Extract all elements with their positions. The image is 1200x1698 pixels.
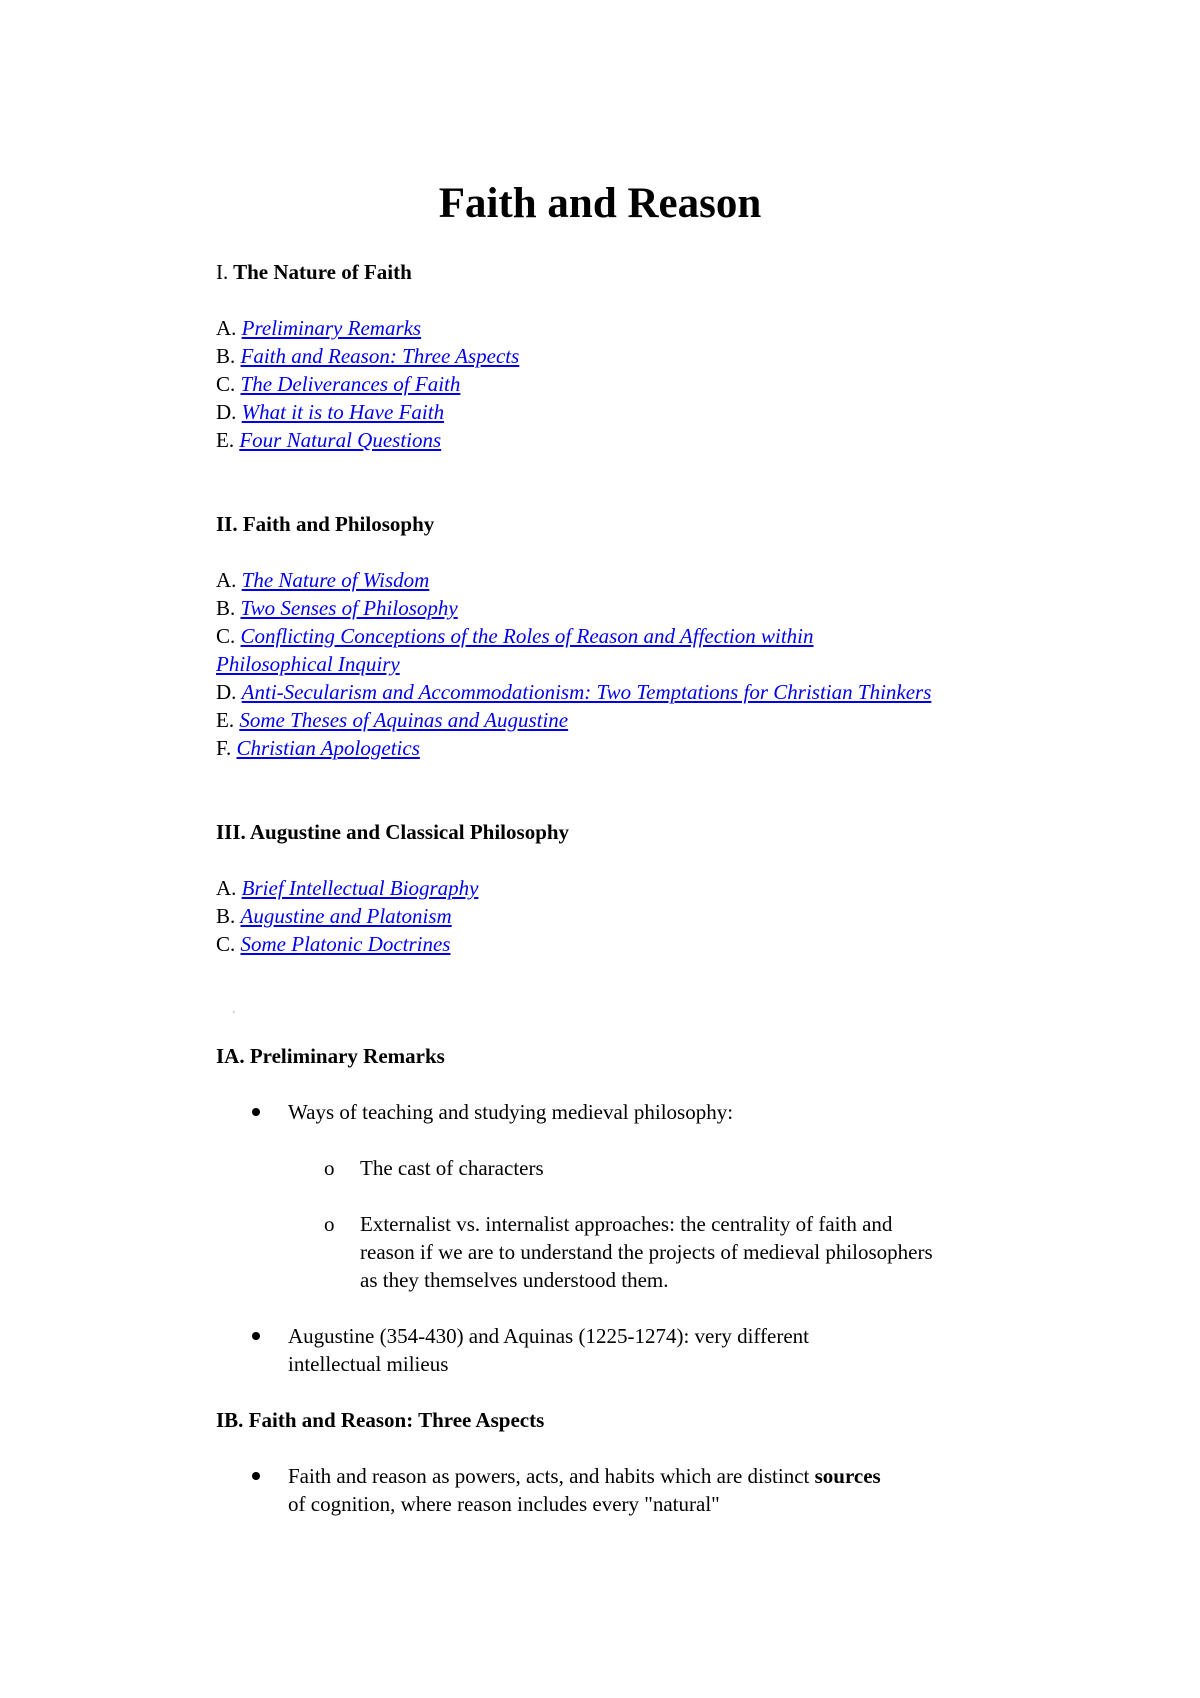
toc-entry: D. What it is to Have Faith	[216, 400, 445, 424]
toc-link[interactable]: Conflicting Conceptions of the Roles of Reason and Affection within Philosophical Inquiry	[216, 624, 814, 676]
list-item: Faith and reason as powers, acts, and habits which are distinct sources of cognition, where reason includes every "natural"	[216, 1462, 888, 1518]
toc-link[interactable]: Christian Apologetics	[236, 736, 420, 760]
bullet-list	[216, 1322, 976, 1378]
toc-entry: E. Some Theses of Aquinas and Augustine	[216, 708, 569, 732]
toc-entry: B. Two Senses of Philosophy	[216, 596, 458, 620]
toc-link[interactable]: The Nature of Wisdom	[241, 568, 430, 592]
toc-entry: B. Faith and Reason: Three Aspects	[216, 344, 520, 368]
toc-link[interactable]: Some Theses of Aquinas and Augustine	[239, 708, 569, 732]
toc	[216, 258, 976, 1518]
circle-bullet-icon: o	[324, 1212, 335, 1236]
list-item: Ways of teaching and studying medieval philosophy:	[216, 1098, 976, 1126]
list-item: o The cast of characters	[324, 1156, 544, 1180]
stray-mark: '	[233, 1010, 235, 1021]
toc-entry: A. Brief Intellectual Biography	[216, 876, 479, 900]
bullet-icon	[252, 1108, 260, 1116]
toc-link[interactable]: Some Platonic Doctrines	[240, 932, 451, 956]
toc-link[interactable]: What it is to Have Faith	[241, 400, 445, 424]
toc-link[interactable]: The Deliverances of Faith	[240, 372, 461, 396]
toc-link[interactable]: Preliminary Remarks	[241, 316, 422, 340]
toc-link[interactable]: Augustine and Platonism	[240, 904, 452, 928]
bullet-list	[216, 1098, 976, 1126]
subsection-heading: IB. Faith and Reason: Three Aspects	[216, 1408, 545, 1432]
toc-link[interactable]: Anti-Secularism and Accommodationism: Two Temptations for Christian Thinkers	[241, 680, 932, 704]
toc-link[interactable]: Four Natural Questions	[239, 428, 442, 452]
toc-link[interactable]: Faith and Reason: Three Aspects	[240, 344, 520, 368]
toc-entry: A. Preliminary Remarks	[216, 316, 422, 340]
toc-entry: C. The Deliverances of Faith	[216, 372, 461, 396]
page-title: Faith and Reason	[438, 180, 762, 227]
toc-entry: C. Some Platonic Doctrines	[216, 932, 451, 956]
toc-link[interactable]: Two Senses of Philosophy	[240, 596, 458, 620]
toc-entry: F. Christian Apologetics	[216, 736, 420, 760]
toc-entry: D. Anti-Secularism and Accommodationism: Two Temptations for Christian Thinkers	[216, 680, 932, 704]
section-heading: I. The Nature of Faith	[216, 260, 412, 284]
circle-bullet-icon: o	[324, 1156, 335, 1180]
section-heading: III. Augustine and Classical Philosophy	[216, 820, 570, 844]
toc-entry: B. Augustine and Platonism	[216, 904, 452, 928]
toc-entry: E. Four Natural Questions	[216, 428, 442, 452]
section-heading: II. Faith and Philosophy	[216, 512, 435, 536]
bullet-icon	[252, 1332, 260, 1340]
subsection-heading: IA. Preliminary Remarks	[216, 1044, 445, 1068]
bullet-list	[216, 1462, 976, 1518]
list-item: Augustine (354-430) and Aquinas (1225-1274): very different intellectual milieus	[216, 1322, 848, 1378]
toc-entry: A. The Nature of Wisdom	[216, 568, 430, 592]
bullet-icon	[252, 1472, 260, 1480]
toc-entry: C. Conflicting Conceptions of the Roles of Reason and Affection within Philosophical Inquiry	[216, 624, 814, 676]
list-item: o Externalist vs. internalist approaches: the centrality of faith and reason if we are to understand the projects of medieval philosophers as they themselves understood them.	[324, 1212, 933, 1292]
toc-link[interactable]: Brief Intellectual Biography	[241, 876, 479, 900]
